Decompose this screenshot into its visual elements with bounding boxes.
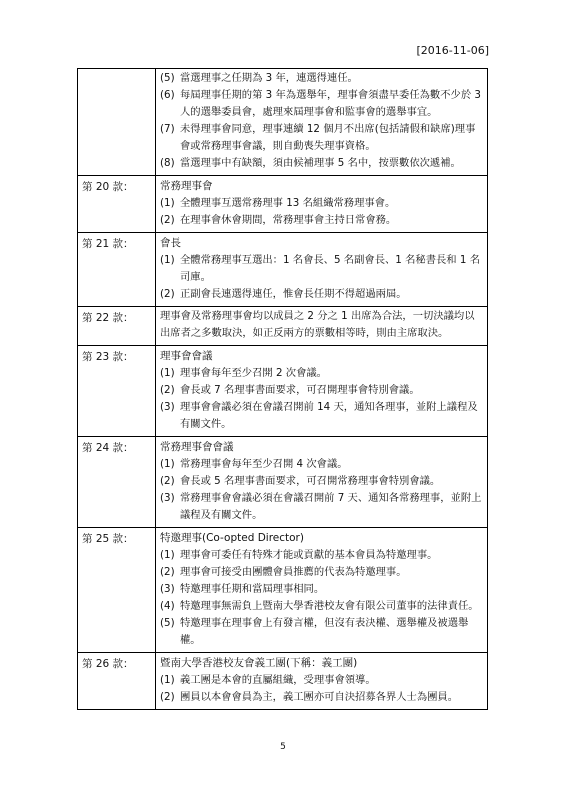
item-text: 理事會可接受由團體會員推薦的代表為特邀理事。 [180, 566, 407, 578]
article-row [78, 437, 488, 528]
item-number: (2) [160, 475, 175, 487]
article-row [78, 176, 488, 233]
article-label: 第 22 款： [78, 307, 156, 346]
list-item [160, 456, 483, 473]
item-text: 當選理事之任期為 3 年，連選得連任。 [180, 72, 358, 84]
article-content [156, 233, 488, 307]
article-content [156, 69, 488, 176]
article-title: 常務理事會 [160, 180, 213, 192]
item-number: (5) [160, 617, 175, 629]
item-number: (1) [160, 254, 175, 266]
item-number: (1) [160, 549, 175, 561]
article-text: 理事會及常務理事會均以成員之 2 分之 1 出席為合法，一切決議均以出席者之多數取決，如正反兩方的票數相等時，則由主席取決。 [160, 310, 475, 339]
list-item [160, 598, 483, 615]
item-text: 每屆理事任期的第 3 年為選舉年，理事會須盡早委任為數不少於 3 人的選舉委員會，處理來屆理事會和監事會的選舉事宜。 [180, 89, 481, 118]
article-label: 第 26 款： [78, 653, 156, 710]
item-text: 理事會每年至少召開 2 次會議。 [180, 367, 327, 379]
item-number: (3) [160, 492, 175, 504]
list-item [160, 212, 483, 229]
article-row [78, 653, 488, 710]
item-number: (7) [160, 123, 175, 135]
list-item [160, 672, 483, 689]
article-content [156, 346, 488, 437]
article-title: 暨南大學香港校友會義工團(下稱：義工團) [160, 657, 358, 669]
list-item [160, 581, 483, 598]
article-title: 會長 [160, 237, 181, 249]
list-item [160, 286, 483, 303]
article-label: 第 21 款： [78, 233, 156, 307]
item-text: 理事會會議必須在會議召開前 14 天，通知各理事，並附上議程及有關文件。 [180, 401, 478, 430]
article-title: 常務理事會會議 [160, 441, 234, 453]
item-number: (3) [160, 401, 175, 413]
article-label: 第 25 款： [78, 528, 156, 653]
intro-row [78, 69, 488, 176]
list-item [160, 473, 483, 490]
list-item [160, 252, 483, 286]
article-label: 第 20 款： [78, 176, 156, 233]
document-date: [2016-11-06] [416, 44, 489, 57]
item-text: 全體理事互選常務理事 13 名組織常務理事會。 [180, 197, 396, 209]
article-label: 第 24 款： [78, 437, 156, 528]
article-label: 第 23 款： [78, 346, 156, 437]
list-item [160, 382, 483, 399]
article-content [156, 653, 488, 710]
article-content [156, 528, 488, 653]
item-number: (2) [160, 691, 175, 703]
item-number: (1) [160, 674, 175, 686]
list-item [160, 615, 483, 649]
item-number: (6) [160, 89, 175, 101]
article-title: 特邀理事(Co-opted Director) [160, 532, 304, 544]
article-label [78, 69, 156, 176]
item-number: (5) [160, 72, 175, 84]
item-number: (4) [160, 600, 175, 612]
articles-table [77, 68, 488, 710]
item-number: (8) [160, 157, 175, 169]
page-number: 5 [280, 742, 286, 752]
item-text: 全體常務理事互選出：1 名會長、5 名副會長、1 名秘書長和 1 名司庫。 [180, 254, 480, 283]
item-number: (2) [160, 214, 175, 226]
item-number: (1) [160, 197, 175, 209]
item-number: (2) [160, 566, 175, 578]
item-text: 正副會長連選得連任，惟會長任期不得超過兩屆。 [180, 288, 407, 300]
list-item [160, 689, 483, 706]
list-item [160, 87, 483, 121]
item-number: (2) [160, 288, 175, 300]
item-number: (1) [160, 367, 175, 379]
item-text: 理事會可委任有特殊才能或貢獻的基本會員為特邀理事。 [180, 549, 438, 561]
article-row [78, 307, 488, 346]
item-text: 團員以本會會員為主，義工團亦可自決招募各界人士為團員。 [180, 691, 459, 703]
item-text: 會長或 7 名理事書面要求，可召開理事會特別會議。 [180, 384, 420, 396]
list-item [160, 564, 483, 581]
item-number: (2) [160, 384, 175, 396]
item-text: 義工團是本會的直屬組織，受理事會領導。 [180, 674, 376, 686]
article-row [78, 233, 488, 307]
list-item [160, 121, 483, 155]
item-text: 特邀理事任期和當屆理事相同。 [180, 583, 325, 595]
article-title: 理事會會議 [160, 350, 213, 362]
item-text: 常務理事會會議必須在會議召開前 7 天、通知各常務理事，並附上議程及有關文件。 [180, 492, 482, 521]
item-text: 當選理事中有缺額，須由候補理事 5 名中，按票數依次遞補。 [180, 157, 461, 169]
article-content [156, 307, 488, 346]
item-text: 在理事會休會期間，常務理事會主持日常會務。 [180, 214, 397, 226]
article-row [78, 528, 488, 653]
article-content [156, 176, 488, 233]
item-number: (3) [160, 583, 175, 595]
item-text: 常務理事會每年至少召開 4 次會議。 [180, 458, 348, 470]
item-text: 未得理事會同意，理事連續 12 個月不出席(包括請假和缺席)理事會或常務理事會議，則自動喪失理事資格。 [180, 123, 476, 152]
list-item [160, 70, 483, 87]
list-item [160, 365, 483, 382]
list-item [160, 399, 483, 433]
list-item [160, 490, 483, 524]
item-text: 會長或 5 名理事書面要求，可召開常務理事會特別會議。 [180, 475, 441, 487]
list-item [160, 155, 483, 172]
item-number: (1) [160, 458, 175, 470]
list-item [160, 547, 483, 564]
item-text: 特邀理事在理事會上有發言權，但沒有表決權、選舉權及被選舉權。 [180, 617, 469, 646]
article-content [156, 437, 488, 528]
list-item [160, 195, 483, 212]
article-row [78, 346, 488, 437]
item-text: 特邀理事無需負上暨南大學香港校友會有限公司董事的法律責任。 [180, 600, 479, 612]
